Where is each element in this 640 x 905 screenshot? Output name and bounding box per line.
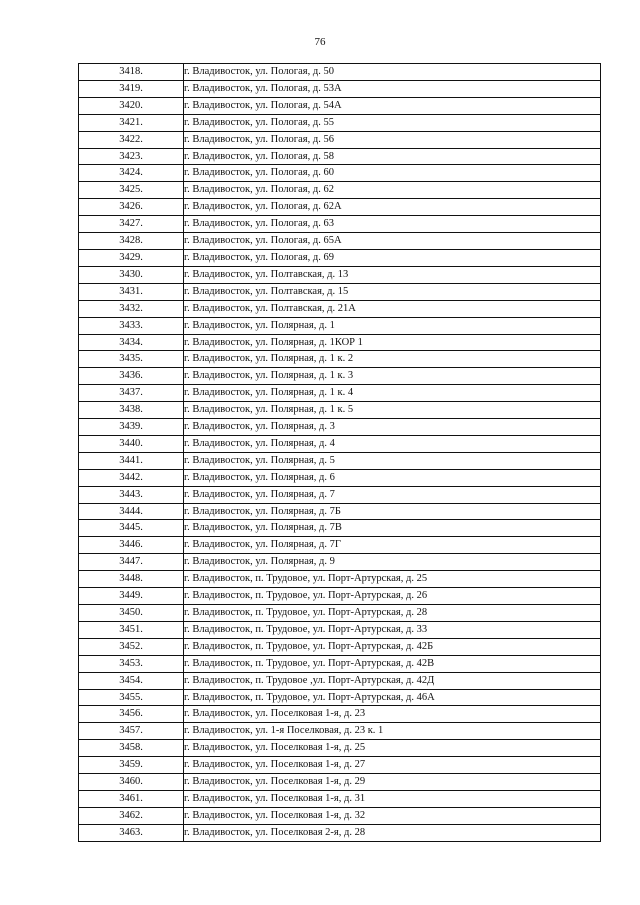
row-address: г. Владивосток, ул. Пологая, д. 50 — [184, 64, 601, 81]
table-row — [79, 706, 601, 723]
row-address: г. Владивосток, п. Трудовое ,ул. Порт-Артурская, д. 42Д — [184, 672, 601, 689]
row-address: г. Владивосток, ул. Полтавская, д. 13 — [184, 266, 601, 283]
table-row — [79, 503, 601, 520]
row-number: 3425. — [79, 182, 184, 199]
table-row — [79, 774, 601, 791]
row-address: г. Владивосток, ул. Полярная, д. 9 — [184, 554, 601, 571]
row-number: 3444. — [79, 503, 184, 520]
row-number: 3451. — [79, 621, 184, 638]
table-row — [79, 605, 601, 622]
row-number: 3443. — [79, 486, 184, 503]
row-number: 3452. — [79, 638, 184, 655]
row-address: г. Владивосток, ул. Поселковая 1-я, д. 29 — [184, 774, 601, 791]
row-address: г. Владивосток, ул. Пологая, д. 60 — [184, 165, 601, 182]
table-row — [79, 486, 601, 503]
table-row — [79, 64, 601, 81]
row-number: 3441. — [79, 452, 184, 469]
table-row — [79, 402, 601, 419]
row-address: г. Владивосток, ул. Полярная, д. 7Б — [184, 503, 601, 520]
row-number: 3426. — [79, 199, 184, 216]
row-address: г. Владивосток, ул. Пологая, д. 56 — [184, 131, 601, 148]
row-number: 3424. — [79, 165, 184, 182]
table-row — [79, 266, 601, 283]
row-number: 3428. — [79, 233, 184, 250]
row-address: г. Владивосток, ул. Полярная, д. 7Г — [184, 537, 601, 554]
row-number: 3455. — [79, 689, 184, 706]
table-row — [79, 824, 601, 841]
row-number: 3427. — [79, 216, 184, 233]
table-row — [79, 97, 601, 114]
table-row — [79, 571, 601, 588]
row-number: 3460. — [79, 774, 184, 791]
address-table-body — [79, 64, 601, 842]
row-number: 3440. — [79, 435, 184, 452]
row-address: г. Владивосток, ул. Поселковая 1-я, д. 32 — [184, 807, 601, 824]
row-address: г. Владивосток, ул. Поселковая 2-я, д. 28 — [184, 824, 601, 841]
row-address: г. Владивосток, п. Трудовое, ул. Порт-Артурская, д. 33 — [184, 621, 601, 638]
row-address: г. Владивосток, ул. Полярная, д. 7 — [184, 486, 601, 503]
row-address: г. Владивосток, ул. Полярная, д. 1КОР 1 — [184, 334, 601, 351]
row-address: г. Владивосток, ул. Поселковая 1-я, д. 25 — [184, 740, 601, 757]
row-number: 3454. — [79, 672, 184, 689]
row-address: г. Владивосток, ул. Пологая, д. 53А — [184, 80, 601, 97]
row-number: 3461. — [79, 790, 184, 807]
table-row — [79, 216, 601, 233]
row-address: г. Владивосток, ул. Поселковая 1-я, д. 27 — [184, 757, 601, 774]
table-row — [79, 638, 601, 655]
row-address: г. Владивосток, ул. Поселковая 1-я, д. 23 — [184, 706, 601, 723]
row-address: г. Владивосток, ул. Пологая, д. 54А — [184, 97, 601, 114]
row-address: г. Владивосток, ул. Полярная, д. 1 к. 4 — [184, 385, 601, 402]
table-row — [79, 351, 601, 368]
table-row — [79, 520, 601, 537]
row-address: г. Владивосток, ул. Пологая, д. 62А — [184, 199, 601, 216]
table-row — [79, 469, 601, 486]
row-number: 3437. — [79, 385, 184, 402]
table-row — [79, 723, 601, 740]
row-address: г. Владивосток, ул. Полярная, д. 1 к. 3 — [184, 368, 601, 385]
row-address: г. Владивосток, ул. Полярная, д. 7В — [184, 520, 601, 537]
table-row — [79, 621, 601, 638]
table-row — [79, 199, 601, 216]
row-number: 3447. — [79, 554, 184, 571]
table-row — [79, 554, 601, 571]
table-row — [79, 114, 601, 131]
row-number: 3423. — [79, 148, 184, 165]
table-row — [79, 537, 601, 554]
row-address: г. Владивосток, ул. Пологая, д. 55 — [184, 114, 601, 131]
table-row — [79, 165, 601, 182]
table-row — [79, 807, 601, 824]
row-address: г. Владивосток, ул. Полярная, д. 1 — [184, 317, 601, 334]
row-number: 3422. — [79, 131, 184, 148]
row-number: 3435. — [79, 351, 184, 368]
table-row — [79, 757, 601, 774]
row-number: 3445. — [79, 520, 184, 537]
row-number: 3446. — [79, 537, 184, 554]
row-number: 3456. — [79, 706, 184, 723]
row-number: 3420. — [79, 97, 184, 114]
row-address: г. Владивосток, ул. 1-я Поселковая, д. 23 к. 1 — [184, 723, 601, 740]
row-address: г. Владивосток, ул. Пологая, д. 63 — [184, 216, 601, 233]
row-number: 3418. — [79, 64, 184, 81]
row-number: 3430. — [79, 266, 184, 283]
row-number: 3449. — [79, 588, 184, 605]
page-number: 76 — [314, 36, 326, 48]
row-number: 3457. — [79, 723, 184, 740]
row-address: г. Владивосток, ул. Полярная, д. 4 — [184, 435, 601, 452]
table-row — [79, 249, 601, 266]
table-row — [79, 419, 601, 436]
row-number: 3439. — [79, 419, 184, 436]
row-number: 3433. — [79, 317, 184, 334]
table-row — [79, 385, 601, 402]
table-row — [79, 148, 601, 165]
row-address: г. Владивосток, п. Трудовое, ул. Порт-Артурская, д. 25 — [184, 571, 601, 588]
table-row — [79, 452, 601, 469]
table-row — [79, 334, 601, 351]
row-address: г. Владивосток, п. Трудовое, ул. Порт-Артурская, д. 26 — [184, 588, 601, 605]
table-row — [79, 790, 601, 807]
row-address: г. Владивосток, ул. Полтавская, д. 21А — [184, 300, 601, 317]
row-address: г. Владивосток, ул. Пологая, д. 65А — [184, 233, 601, 250]
row-address: г. Владивосток, ул. Полярная, д. 5 — [184, 452, 601, 469]
table-row — [79, 740, 601, 757]
row-number: 3419. — [79, 80, 184, 97]
row-address: г. Владивосток, п. Трудовое, ул. Порт-Артурская, д. 42Б — [184, 638, 601, 655]
table-row — [79, 233, 601, 250]
row-address: г. Владивосток, п. Трудовое, ул. Порт-Артурская, д. 42В — [184, 655, 601, 672]
table-row — [79, 131, 601, 148]
row-number: 3421. — [79, 114, 184, 131]
row-number: 3438. — [79, 402, 184, 419]
row-number: 3429. — [79, 249, 184, 266]
table-row — [79, 182, 601, 199]
row-number: 3458. — [79, 740, 184, 757]
row-number: 3459. — [79, 757, 184, 774]
row-number: 3436. — [79, 368, 184, 385]
row-address: г. Владивосток, ул. Полярная, д. 1 к. 2 — [184, 351, 601, 368]
row-address: г. Владивосток, п. Трудовое, ул. Порт-Артурская, д. 46А — [184, 689, 601, 706]
table-row — [79, 588, 601, 605]
row-number: 3431. — [79, 283, 184, 300]
table-row — [79, 80, 601, 97]
row-address: г. Владивосток, ул. Пологая, д. 62 — [184, 182, 601, 199]
row-number: 3462. — [79, 807, 184, 824]
row-address: г. Владивосток, п. Трудовое, ул. Порт-Артурская, д. 28 — [184, 605, 601, 622]
table-row — [79, 435, 601, 452]
table-row — [79, 689, 601, 706]
row-number: 3442. — [79, 469, 184, 486]
row-number: 3432. — [79, 300, 184, 317]
table-row — [79, 655, 601, 672]
table-row — [79, 368, 601, 385]
table-row — [79, 283, 601, 300]
row-number: 3463. — [79, 824, 184, 841]
row-address: г. Владивосток, ул. Полярная, д. 3 — [184, 419, 601, 436]
row-number: 3453. — [79, 655, 184, 672]
row-number: 3434. — [79, 334, 184, 351]
row-number: 3450. — [79, 605, 184, 622]
row-address: г. Владивосток, ул. Поселковая 1-я, д. 31 — [184, 790, 601, 807]
table-row — [79, 672, 601, 689]
row-address: г. Владивосток, ул. Полярная, д. 1 к. 5 — [184, 402, 601, 419]
row-number: 3448. — [79, 571, 184, 588]
table-row — [79, 317, 601, 334]
row-address: г. Владивосток, ул. Полярная, д. 6 — [184, 469, 601, 486]
row-address: г. Владивосток, ул. Полтавская, д. 15 — [184, 283, 601, 300]
address-table — [78, 63, 601, 842]
row-address: г. Владивосток, ул. Пологая, д. 69 — [184, 249, 601, 266]
table-row — [79, 300, 601, 317]
row-address: г. Владивосток, ул. Пологая, д. 58 — [184, 148, 601, 165]
